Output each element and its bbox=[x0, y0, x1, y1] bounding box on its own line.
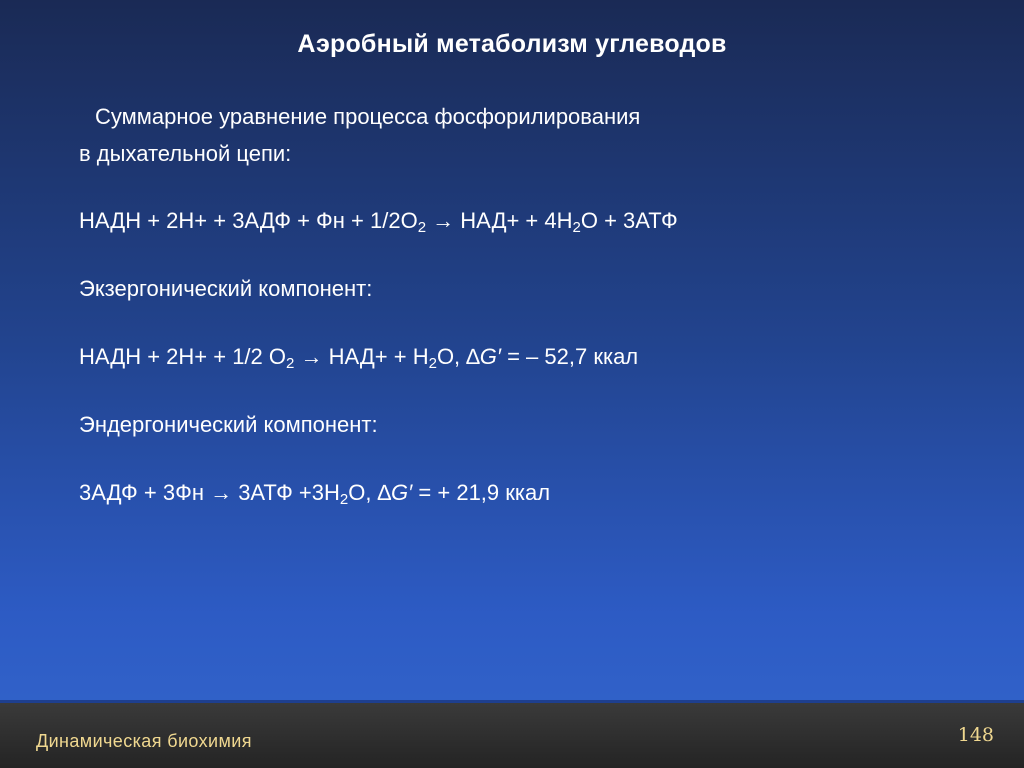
endergonic-label: Эндергонический компонент: bbox=[79, 412, 378, 437]
eq2-part: = – 52,7 ккал bbox=[500, 344, 639, 369]
eq1-part: НАДН + 2Н+ + 3АДФ + Фн + 1/2О bbox=[79, 208, 418, 233]
intro-line-2: в дыхательной цепи: bbox=[79, 141, 292, 166]
slide-title: Аэробный метаболизм углеводов bbox=[297, 30, 727, 58]
page-number: 148 bbox=[957, 724, 994, 746]
eq3-gibbs: G′ bbox=[391, 480, 413, 505]
eq2-part: О, ∆ bbox=[436, 344, 480, 369]
eq3-part: О, ∆ bbox=[348, 480, 392, 505]
eq1-subscript: 2 bbox=[572, 219, 581, 236]
intro-line-1: Суммарное уравнение процесса фосфорилирования bbox=[95, 104, 641, 129]
eq2-part: → НАД+ + Н bbox=[294, 344, 429, 369]
eq2-subscript: 2 bbox=[286, 355, 295, 372]
eq3-subscript: 2 bbox=[339, 491, 349, 508]
eq2-subscript: 2 bbox=[428, 355, 437, 372]
footer-course-name: Динамическая биохимия bbox=[36, 731, 252, 751]
eq1-part: О + 3АТФ bbox=[580, 208, 678, 233]
eq3-part: 3АДФ + 3Фн → 3АТФ +3Н bbox=[79, 480, 340, 505]
eq3-part: = + 21,9 ккал bbox=[412, 480, 551, 505]
eq2-part: НАДН + 2Н+ + 1/2 О bbox=[79, 344, 287, 369]
eq2-gibbs: G′ bbox=[479, 344, 501, 369]
eq1-part: → НАД+ + 4Н bbox=[426, 208, 573, 233]
endergonic-equation bbox=[79, 480, 550, 506]
overall-equation bbox=[79, 208, 678, 234]
exergonic-label: Экзергонический компонент: bbox=[79, 276, 373, 301]
eq1-subscript: 2 bbox=[417, 219, 427, 236]
exergonic-equation bbox=[79, 344, 638, 370]
